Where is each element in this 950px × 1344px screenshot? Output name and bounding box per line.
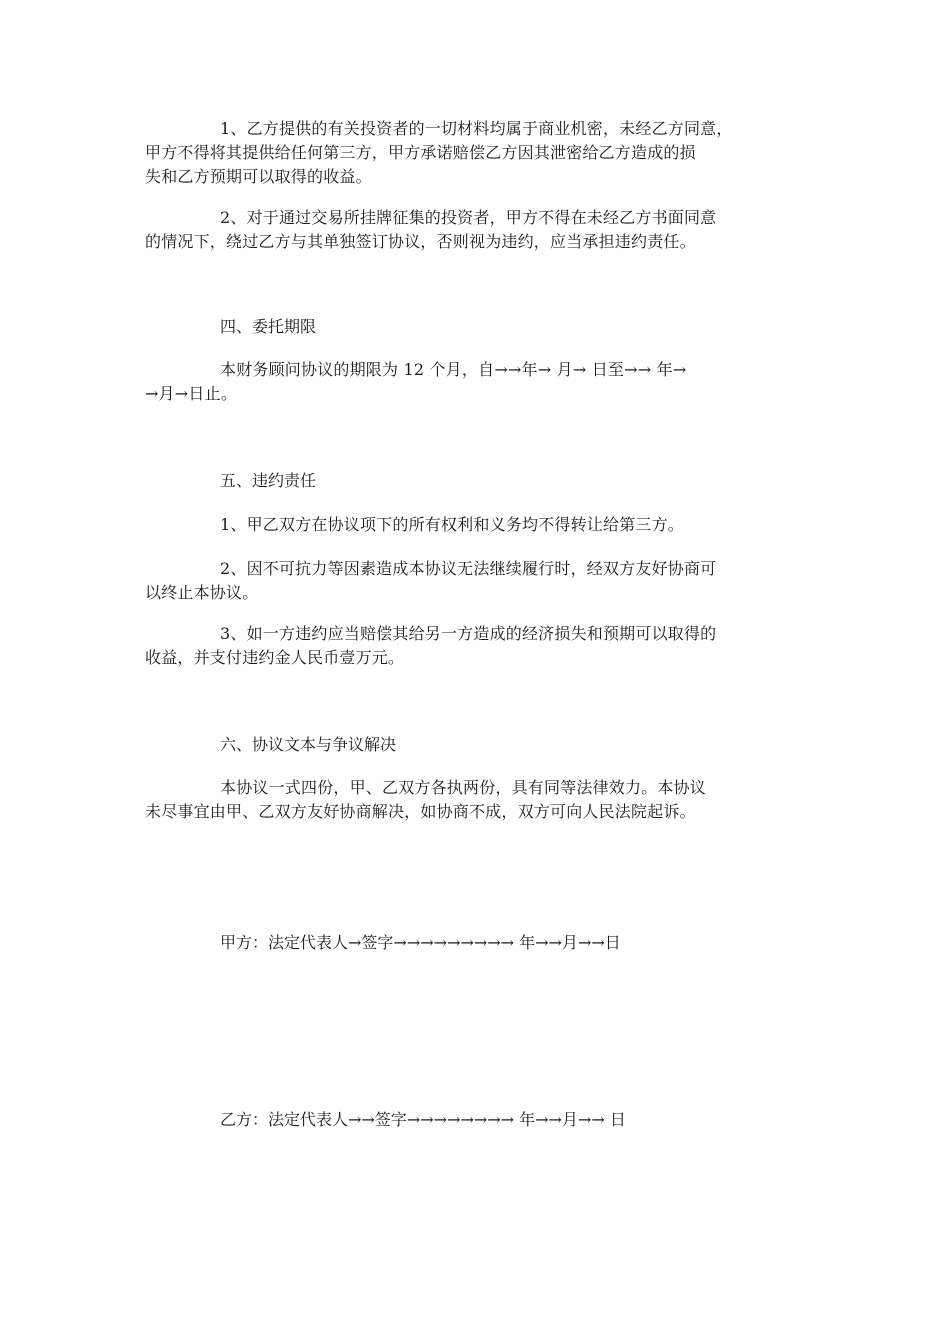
clause-4-1 bbox=[145, 358, 805, 406]
clause-5-2-line-1: 2、因不可抗力等因素造成本协议无法继续履行时，经双方友好协商可 bbox=[220, 559, 717, 578]
clause-4-1-line-1: 本财务顾问协议的期限为 12 个月，自→→年→ 月→ 日至→→ 年→ bbox=[220, 360, 687, 379]
clause-6-1-line-1: 本协议一式四份，甲、乙双方各执两份，具有同等法律效力。本协议 bbox=[220, 778, 707, 797]
section-5-heading: 五、违约责任 bbox=[220, 471, 317, 490]
party-b-signature-line: 乙方：法定代表人→→签字→→→→→→→→ 年→→月→→ 日 bbox=[220, 1110, 626, 1129]
clause-5-2-line-2: 以终止本协议。 bbox=[145, 583, 259, 602]
clause-3-2-line-2: 的情况下，绕过乙方与其单独签订协议，否则视为违约，应当承担违约责任。 bbox=[145, 232, 696, 251]
clause-5-3 bbox=[145, 622, 805, 670]
section-4-heading: 四、委托期限 bbox=[220, 317, 317, 336]
section-6-heading: 六、协议文本与争议解决 bbox=[220, 735, 397, 754]
party-a-signature-line: 甲方：法定代表人→签字→→→→→→→→→ 年→→月→→日 bbox=[220, 933, 621, 952]
clause-6-1 bbox=[145, 776, 805, 824]
clause-3-2 bbox=[145, 206, 805, 254]
clause-5-2 bbox=[145, 557, 805, 605]
clause-3-1 bbox=[145, 117, 805, 189]
clause-3-2-line-1: 2、对于通过交易所挂牌征集的投资者，甲方不得在未经乙方书面同意 bbox=[220, 208, 717, 227]
clause-3-1-line-3: 失和乙方预期可以取得的收益。 bbox=[145, 167, 372, 186]
clause-5-1 bbox=[145, 513, 805, 537]
clause-5-1-line-1: 1、甲乙双方在协议项下的所有权利和义务均不得转让给第三方。 bbox=[220, 515, 684, 534]
clause-3-1-line-1: 1、乙方提供的有关投资者的一切材料均属于商业机密，未经乙方同意， bbox=[220, 119, 733, 138]
clause-6-1-line-2: 未尽事宜由甲、乙双方友好协商解决，如协商不成，双方可向人民法院起诉。 bbox=[145, 802, 696, 821]
clause-4-1-line-2: →月→日止。 bbox=[145, 384, 238, 403]
clause-5-3-line-1: 3、如一方违约应当赔偿其给另一方造成的经济损失和预期可以取得的 bbox=[220, 624, 717, 643]
clause-5-3-line-2: 收益，并支付违约金人民币壹万元。 bbox=[145, 648, 405, 667]
clause-3-1-line-2: 甲方不得将其提供给任何第三方，甲方承诺赔偿乙方因其泄密给乙方造成的损 bbox=[145, 143, 696, 162]
